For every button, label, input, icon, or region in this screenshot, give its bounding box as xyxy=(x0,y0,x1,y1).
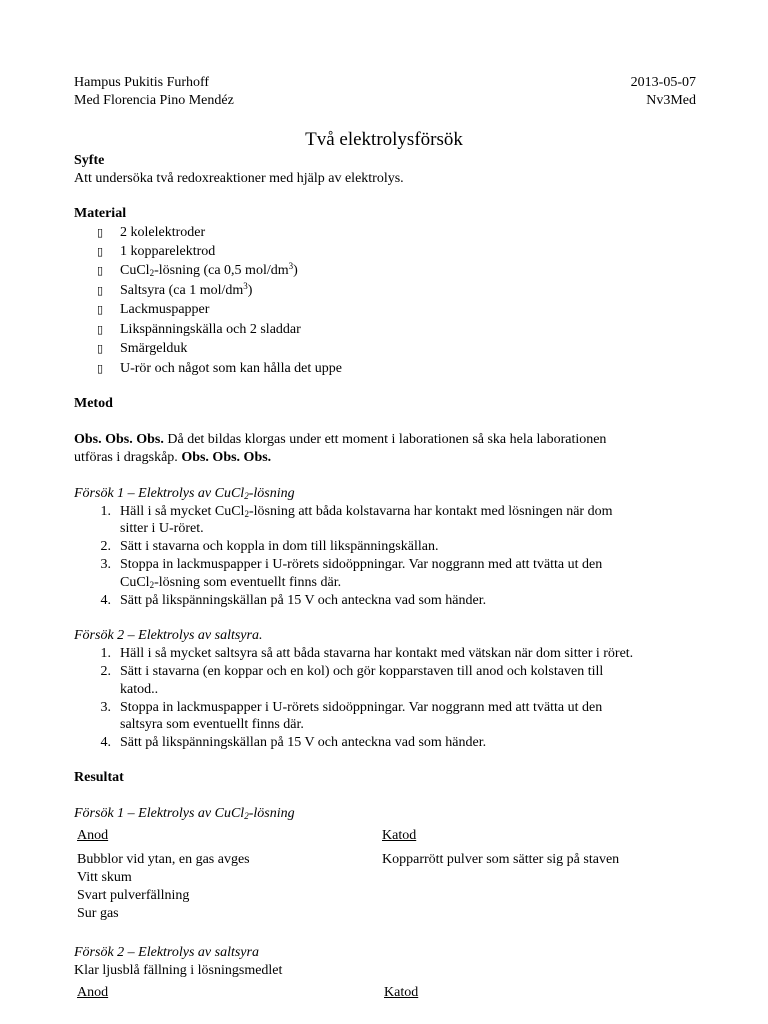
list-item: Häll i så mycket saltsyra så att båda stavarna har kontakt med vätskan när dom sitter i röret. xyxy=(120,646,634,661)
section-heading-syfte: Syfte xyxy=(74,153,105,168)
list-item: CuCl$_2$-lösning (ca 0,5 mol/$dm^3$) xyxy=(120,261,298,278)
list-item: Vitt skum xyxy=(77,870,132,885)
page-title: Två elektrolysförsök xyxy=(305,129,463,150)
step-number: 4. xyxy=(100,735,111,750)
result-2-note: Klar ljusblå fällning i lösningsmedlet xyxy=(74,963,283,978)
syfte-text: Att undersöka två redoxreaktioner med hjälp av elektrolys. xyxy=(74,171,404,186)
section-heading-resultat: Resultat xyxy=(74,770,124,785)
anod-label: Anod xyxy=(77,985,109,1000)
list-bullet: ▯ xyxy=(97,342,104,355)
step-number: 3. xyxy=(100,700,111,715)
list-item: Lackmuspapper xyxy=(120,302,210,317)
report-date: 2013-05-07 xyxy=(630,75,696,90)
katod-label: Katod xyxy=(384,985,419,1000)
step-number: 2. xyxy=(100,664,111,679)
list-bullet: ▯ xyxy=(97,245,104,258)
list-item: Bubblor vid ytan, en gas avges xyxy=(77,852,250,867)
list-item: Häll i så mycket CuCl$_2$-lösning att båda kolstavarna har kontakt med lösningen när dom xyxy=(120,504,613,519)
list-item: saltsyra som eventuellt finns där. xyxy=(120,717,304,732)
step-number: 1. xyxy=(100,504,111,519)
list-item: Sätt i stavarna (en koppar och en kol) och gör kopparstaven till anod och kolstaven till xyxy=(120,664,604,679)
list-item: Kopparrött pulver som sätter sig på staven xyxy=(382,852,620,867)
list-bullet: ▯ xyxy=(97,303,104,316)
list-item: U-rör och något som kan hålla det uppe xyxy=(120,361,342,376)
step-number: 2. xyxy=(100,539,111,554)
list-bullet: ▯ xyxy=(97,362,104,375)
experiment-1-title: Försök 1 – Elektrolys av CuCl$_2$-lösning xyxy=(74,486,295,501)
step-number: 3. xyxy=(100,557,111,572)
list-item: CuCl$_2$-lösning som eventuellt finns där. xyxy=(120,575,342,590)
section-heading-metod: Metod xyxy=(74,396,113,411)
list-item: Likspänningskälla och 2 sladdar xyxy=(120,322,301,337)
list-item: sitter i U-röret. xyxy=(120,521,204,536)
list-item: Smärgelduk xyxy=(120,341,188,356)
list-item: katod.. xyxy=(120,682,159,697)
result-1-title: Försök 1 – Elektrolys av CuCl$_2$-lösning xyxy=(74,806,295,821)
list-bullet: ▯ xyxy=(97,284,104,297)
experiment-2-title: Försök 2 – Elektrolys av saltsyra. xyxy=(74,628,263,643)
list-item: Svart pulverfällning xyxy=(77,888,190,903)
katod-label: Katod xyxy=(382,828,417,843)
list-item: Sätt i stavarna och koppla in dom till likspänningskällan. xyxy=(120,539,439,554)
section-heading-material: Material xyxy=(74,206,127,221)
list-bullet: ▯ xyxy=(97,226,104,239)
warning-line-2: utföras i dragskåp. Obs. Obs. Obs. xyxy=(74,450,272,465)
list-bullet: ▯ xyxy=(97,264,104,277)
warning-line-1: Obs. Obs. Obs. Då det bildas klorgas under ett moment i laborationen så ska hela laborationen xyxy=(74,432,607,447)
list-bullet: ▯ xyxy=(97,323,104,336)
list-item: 1 kopparelektrod xyxy=(120,244,216,259)
result-2-title: Försök 2 – Elektrolys av saltsyra xyxy=(74,945,259,960)
list-item: Sätt på likspänningskällan på 15 V och anteckna vad som händer. xyxy=(120,735,487,750)
author-name: Hampus Pukitis Furhoff xyxy=(74,75,210,90)
anod-label: Anod xyxy=(77,828,109,843)
step-number: 1. xyxy=(100,646,111,661)
list-item: Stoppa in lackmuspapper i U-rörets sidoöppningar. Var noggrann med att tvätta ut den xyxy=(120,557,603,572)
list-item: Saltsyra (ca 1 mol/$dm^3$) xyxy=(120,281,253,298)
list-item: Stoppa in lackmuspapper i U-rörets sidoöppningar. Var noggrann med att tvätta ut den xyxy=(120,700,603,715)
step-number: 4. xyxy=(100,593,111,608)
class-name: Nv3Med xyxy=(646,93,696,108)
list-item: 2 kolelektroder xyxy=(120,225,206,240)
lab-partner: Med Florencia Pino Mendéz xyxy=(74,93,234,108)
list-item: Sur gas xyxy=(77,906,119,921)
list-item: Sätt på likspänningskällan på 15 V och anteckna vad som händer. xyxy=(120,593,487,608)
